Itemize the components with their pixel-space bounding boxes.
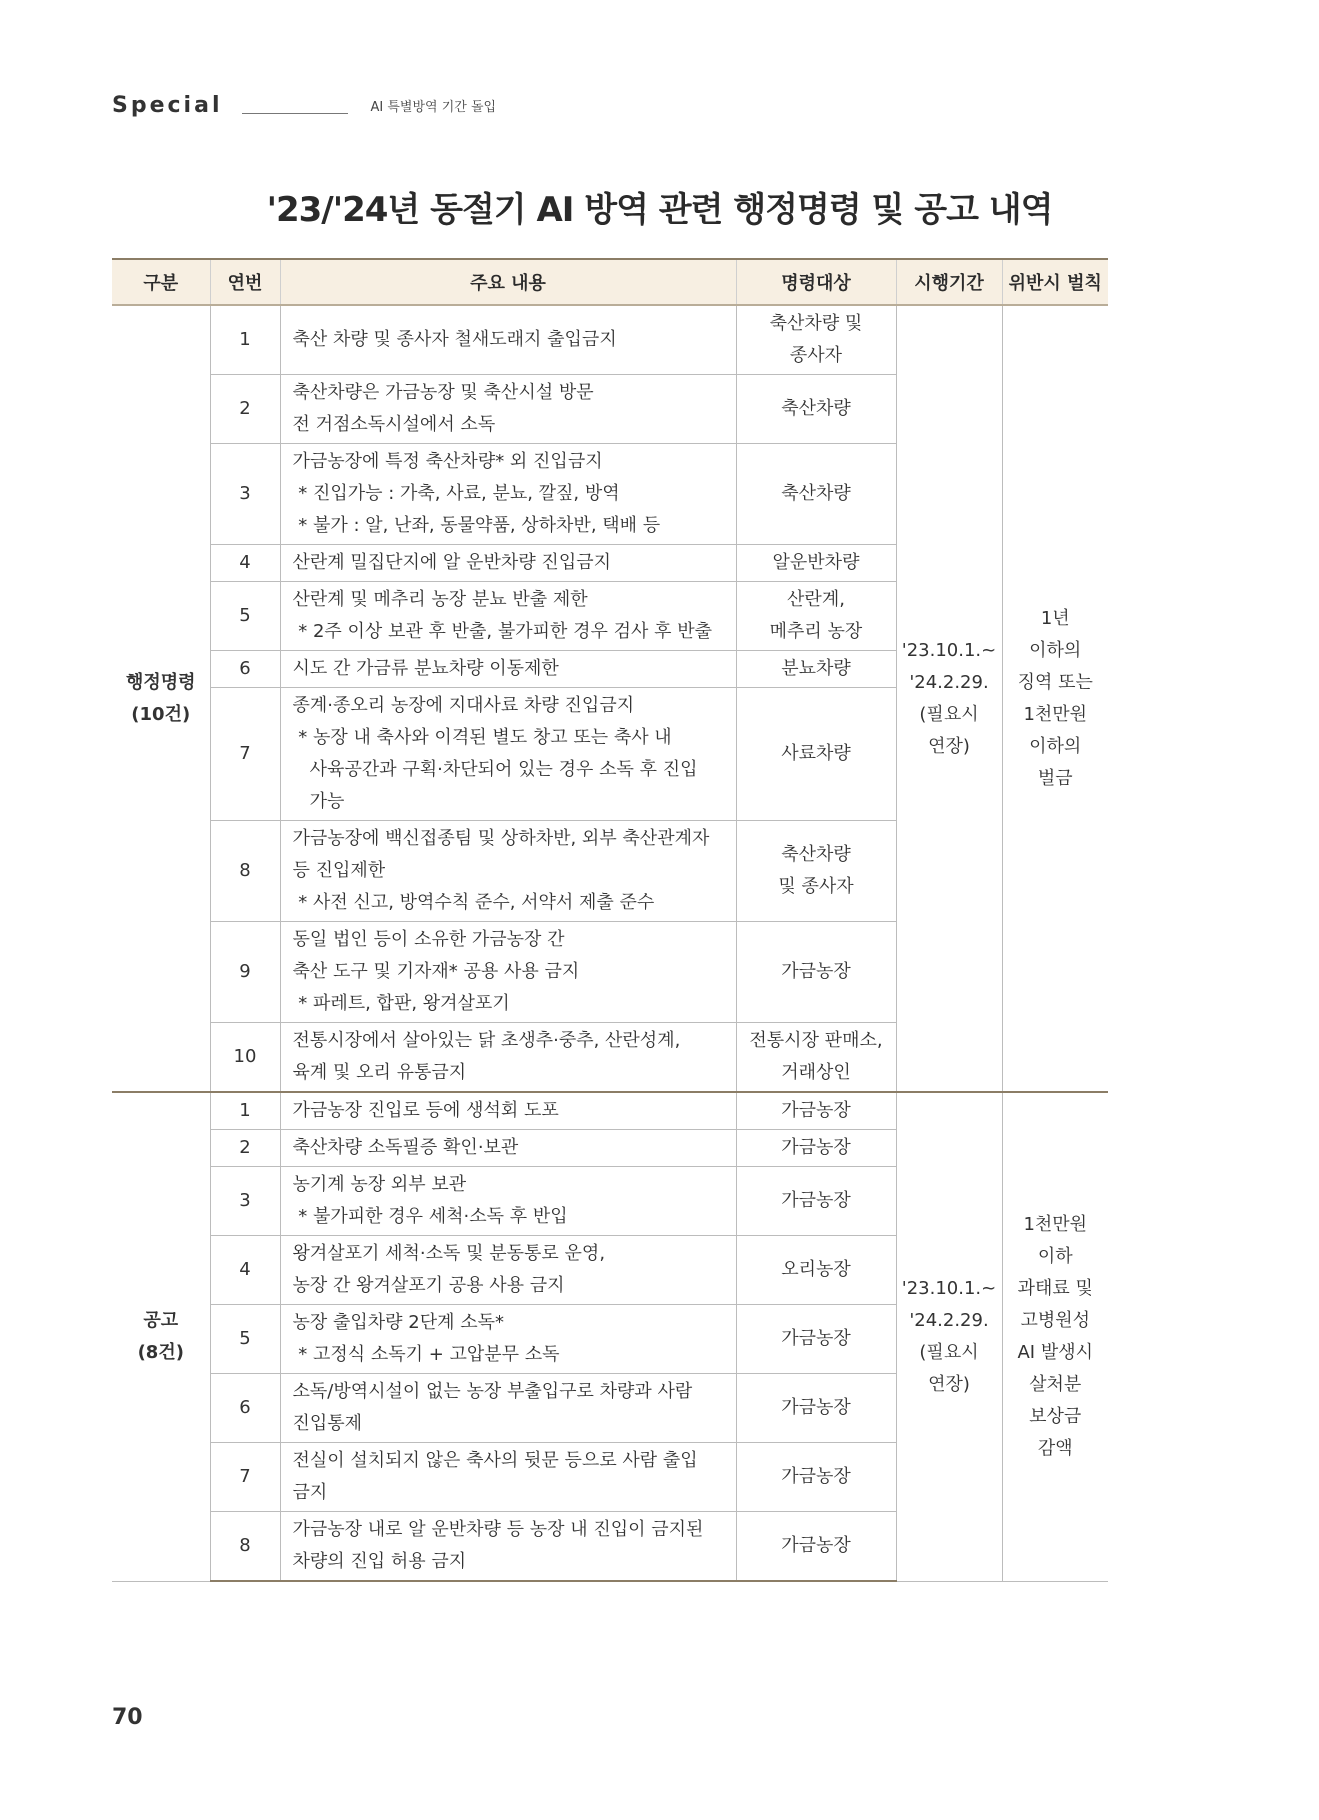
row-target (736, 444, 896, 545)
row-target-line: 알운반차량 (772, 552, 860, 573)
group-period-line: '23.10.1.~ (901, 639, 997, 661)
column-header-period: 시행기간 (896, 259, 1002, 305)
group-period-line: '23.10.1.~ (901, 1277, 997, 1299)
row-number: 4 (210, 1236, 280, 1305)
group-period-line: 연장) (928, 1373, 970, 1395)
row-content (280, 1023, 736, 1093)
row-target (736, 1092, 896, 1130)
row-number: 6 (210, 1374, 280, 1443)
row-content-line: 전통시장에서 살아있는 닭 초생추·중추, 산란성계, (292, 1030, 681, 1051)
row-number: 6 (210, 651, 280, 688)
row-content-line: * 농장 내 축사와 이격된 별도 창고 또는 축사 내 (292, 727, 672, 748)
row-target-line: 가금농장 (781, 1466, 851, 1487)
row-target-line: 가금농장 (781, 1137, 851, 1158)
row-number: 9 (210, 922, 280, 1023)
row-target (736, 1023, 896, 1093)
row-number: 2 (210, 1130, 280, 1167)
header-divider (242, 113, 348, 114)
row-target (736, 922, 896, 1023)
row-content (280, 582, 736, 651)
row-content-line: * 사전 신고, 방역수칙 준수, 서약서 제출 준수 (292, 892, 655, 913)
row-content-line: * 진입가능 : 가축, 사료, 분뇨, 깔짚, 방역 (292, 483, 620, 504)
special-label: Special (112, 92, 223, 118)
row-content (280, 444, 736, 545)
group-period (896, 305, 1002, 1092)
row-content (280, 1130, 736, 1167)
group-label-line: 공고 (143, 1309, 179, 1331)
row-content-line: 시도 간 가금류 분뇨차량 이동제한 (292, 658, 559, 679)
group-penalty-line: AI 발생시 (1017, 1341, 1093, 1363)
column-header-target: 명령대상 (736, 259, 896, 305)
group-penalty-line: 이하의 (1029, 735, 1082, 757)
row-content-line: 차량의 진입 허용 금지 (292, 1551, 467, 1572)
row-content-line: 산란계 및 메추리 농장 분뇨 반출 제한 (292, 589, 588, 610)
group-label (112, 1092, 210, 1581)
row-content-line: 금지 (292, 1482, 328, 1503)
row-target-line: 축산차량 (781, 844, 851, 865)
row-content-line: 농장 출입차량 2단계 소독* (292, 1312, 504, 1333)
row-number: 3 (210, 444, 280, 545)
row-target-line: 분뇨차량 (781, 658, 851, 679)
group-period-line: '24.2.29. (909, 1309, 989, 1331)
group-penalty-line: 감액 (1037, 1437, 1073, 1459)
row-content (280, 1236, 736, 1305)
row-target-line: 축산차량 (781, 398, 851, 419)
row-content (280, 821, 736, 922)
row-content-line: * 불가피한 경우 세척·소독 후 반입 (292, 1206, 568, 1227)
page-title: '23/'24년 동절기 AI 방역 관련 행정명령 및 공고 내역 (266, 190, 1053, 230)
row-content (280, 305, 736, 375)
row-target (736, 1130, 896, 1167)
row-content-line: 육계 및 오리 유통금지 (292, 1062, 467, 1083)
row-content (280, 545, 736, 582)
orders-table (112, 258, 1108, 1582)
group-label-line: (8건) (137, 1341, 184, 1363)
row-number: 8 (210, 821, 280, 922)
page-number: 70 (112, 1705, 143, 1730)
row-number: 8 (210, 1512, 280, 1582)
row-target-line: 축산차량 (781, 483, 851, 504)
row-number: 5 (210, 582, 280, 651)
row-content-line: 소독/방역시설이 없는 농장 부출입구로 차량과 사람 (292, 1381, 693, 1402)
group-penalty-line: 보상금 (1029, 1405, 1082, 1427)
row-target (736, 1236, 896, 1305)
row-number: 2 (210, 375, 280, 444)
group-penalty-line: 1년 (1040, 607, 1070, 629)
column-header-number: 연번 (210, 259, 280, 305)
row-target (736, 1443, 896, 1512)
row-target-line: 및 종사자 (778, 876, 854, 897)
row-content (280, 1305, 736, 1374)
row-content (280, 922, 736, 1023)
row-content-line: 등 진입제한 (292, 860, 386, 881)
row-content-line: 사육공간과 구획·차단되어 있는 경우 소독 후 진입 (292, 759, 698, 780)
group-penalty-line: 과태료 및 (1017, 1277, 1093, 1299)
row-content-line: 산란계 밀집단지에 알 운반차량 진입금지 (292, 552, 611, 573)
row-content-line: 축산 도구 및 기자재* 공용 사용 금지 (292, 961, 580, 982)
row-content-line: 왕겨살포기 세척·소독 및 분동통로 운영, (292, 1243, 606, 1264)
row-target-line: 사료차량 (781, 743, 851, 764)
group-penalty-line: 1천만원 (1023, 703, 1088, 725)
group-period-line: (필요시 (919, 1341, 979, 1363)
row-number: 1 (210, 1092, 280, 1130)
group-penalty-line: 고병원성 (1020, 1309, 1091, 1331)
row-content-line: 종계·종오리 농장에 지대사료 차량 진입금지 (292, 695, 635, 716)
row-content (280, 1443, 736, 1512)
group-penalty (1002, 1092, 1108, 1581)
row-content-line: * 고정식 소독기 + 고압분무 소독 (292, 1344, 560, 1365)
row-target-line: 가금농장 (781, 961, 851, 982)
row-content-line: 축산 차량 및 종사자 철새도래지 출입금지 (292, 329, 617, 350)
row-target (736, 1512, 896, 1582)
group-label (112, 305, 210, 1092)
row-content-line: 전 거점소독시설에서 소독 (292, 414, 496, 435)
group-label-line: (10건) (131, 703, 191, 725)
row-content-line: 축산차량은 가금농장 및 축산시설 방문 (292, 382, 594, 403)
row-content-line: * 2주 이상 보관 후 반출, 불가피한 경우 검사 후 반출 (292, 621, 712, 642)
row-content (280, 651, 736, 688)
row-number: 10 (210, 1023, 280, 1093)
row-content (280, 1167, 736, 1236)
group-period-line: (필요시 (919, 703, 979, 725)
row-content (280, 688, 736, 821)
row-content-line: 동일 법인 등이 소유한 가금농장 간 (292, 929, 565, 950)
column-header-category: 구분 (112, 259, 210, 305)
row-number: 4 (210, 545, 280, 582)
group-period-line: '24.2.29. (909, 671, 989, 693)
row-content-line: 가금농장에 특정 축산차량* 외 진입금지 (292, 451, 603, 472)
row-target-line: 가금농장 (781, 1397, 851, 1418)
column-header-penalty: 위반시 벌칙 (1002, 259, 1108, 305)
row-target (736, 821, 896, 922)
group-penalty-line: 징역 또는 (1017, 671, 1093, 693)
table-header-row (112, 259, 1108, 305)
row-target (736, 1374, 896, 1443)
group-penalty (1002, 305, 1108, 1092)
group-period (896, 1092, 1002, 1581)
row-content-line: 진입통제 (292, 1413, 363, 1434)
row-content-line: 가금농장에 백신접종팀 및 상하차반, 외부 축산관계자 (292, 828, 710, 849)
row-target (736, 688, 896, 821)
table-body (112, 305, 1108, 1581)
row-target-line: 가금농장 (781, 1190, 851, 1211)
row-target-line: 종사자 (789, 345, 843, 366)
row-target (736, 375, 896, 444)
row-content (280, 1512, 736, 1582)
row-target-line: 거래상인 (781, 1062, 851, 1083)
group-penalty-line: 1천만원 (1023, 1213, 1088, 1235)
row-content-line: 농장 간 왕겨살포기 공용 사용 금지 (292, 1275, 565, 1296)
row-content-line: 가금농장 내로 알 운반차량 등 농장 내 진입이 금지된 (292, 1519, 704, 1540)
row-target-line: 가금농장 (781, 1100, 851, 1121)
group-penalty-line: 이하 (1037, 1245, 1073, 1267)
row-number: 1 (210, 305, 280, 375)
row-target (736, 651, 896, 688)
row-target (736, 1167, 896, 1236)
group-penalty-line: 살처분 (1029, 1373, 1082, 1395)
row-target-line: 가금농장 (781, 1535, 851, 1556)
row-content (280, 1092, 736, 1130)
row-content-line: * 불가 : 알, 난좌, 동물약품, 상하차반, 택배 등 (292, 515, 661, 536)
row-content-line: * 파레트, 합판, 왕겨살포기 (292, 993, 510, 1014)
row-target (736, 582, 896, 651)
row-content-line: 전실이 설치되지 않은 축사의 뒷문 등으로 사람 출입 (292, 1450, 698, 1471)
row-target-line: 전통시장 판매소, (749, 1030, 883, 1051)
row-content-line: 가금농장 진입로 등에 생석회 도포 (292, 1100, 559, 1121)
row-content-line: 농기계 농장 외부 보관 (292, 1174, 467, 1195)
page-header (112, 90, 496, 120)
row-content-line: 축산차량 소독필증 확인·보관 (292, 1137, 519, 1158)
row-target (736, 305, 896, 375)
table-row (112, 1092, 1108, 1130)
row-target-line: 축산차량 및 (769, 313, 863, 334)
row-target-line: 가금농장 (781, 1328, 851, 1349)
table-row (112, 305, 1108, 375)
group-penalty-line: 벌금 (1037, 767, 1073, 789)
row-content (280, 375, 736, 444)
column-header-content: 주요 내용 (280, 259, 736, 305)
row-number: 3 (210, 1167, 280, 1236)
row-number: 7 (210, 1443, 280, 1512)
row-content-line: 가능 (292, 791, 345, 812)
group-penalty-line: 이하의 (1029, 639, 1082, 661)
group-period-line: 연장) (928, 735, 970, 757)
row-target-line: 산란계, (787, 589, 845, 610)
row-number: 5 (210, 1305, 280, 1374)
section-title: AI 특별방역 기간 돌입 (370, 99, 497, 115)
row-number: 7 (210, 688, 280, 821)
group-label-line: 행정명령 (125, 671, 196, 693)
row-target-line: 메추리 농장 (769, 621, 863, 642)
row-target (736, 545, 896, 582)
row-content (280, 1374, 736, 1443)
row-target-line: 오리농장 (781, 1259, 851, 1280)
row-target (736, 1305, 896, 1374)
